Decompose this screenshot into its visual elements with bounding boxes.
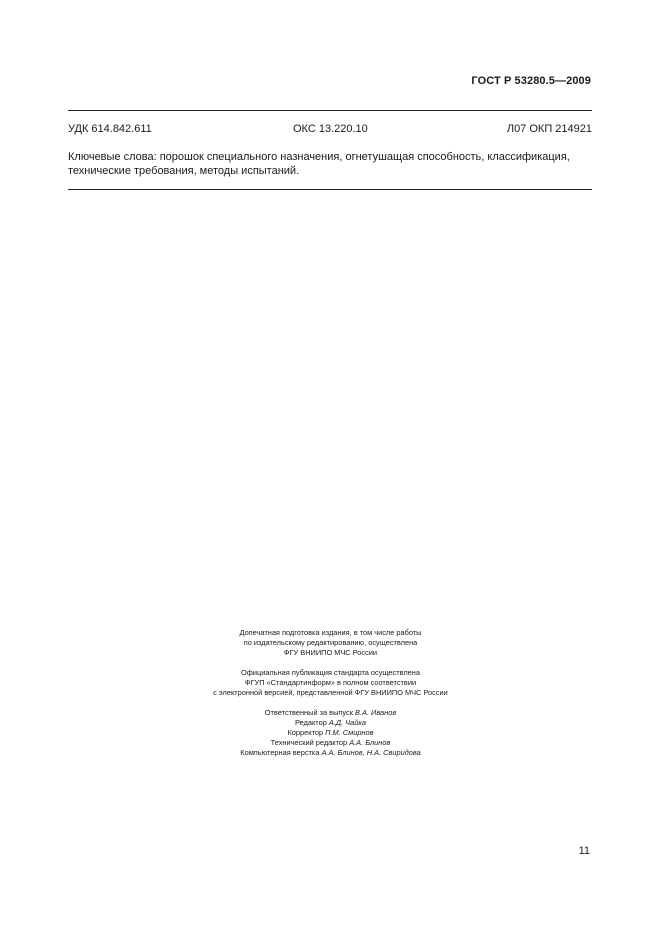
bottom-rule xyxy=(68,189,592,190)
udk-code: УДК 614.842.611 xyxy=(68,123,152,135)
credit-name: А.Д. Чайка xyxy=(328,718,366,727)
imprint-line: по издательскому редактированию, осуществлена xyxy=(243,638,418,647)
credit-role: Корректор xyxy=(287,728,326,737)
imprint-line: с электронной версией, представленной ФГУ ВНИИПО МЧС России xyxy=(213,688,448,697)
credit-name: А.А. Блинов, Н.А. Свиридова xyxy=(321,748,421,757)
keywords-block xyxy=(68,150,594,178)
imprint-publication xyxy=(0,668,661,698)
credit-role: Компьютерная верстка xyxy=(240,748,322,757)
imprint-preparation xyxy=(0,628,661,658)
top-rule xyxy=(68,110,592,111)
credit-role: Технический редактор xyxy=(270,738,350,747)
document-code: ГОСТ Р 53280.5—2009 xyxy=(471,75,591,87)
page-number: 11 xyxy=(578,845,590,857)
imprint-line: ФГУП «Стандартинформ» в полном соответствии xyxy=(244,678,417,687)
credit-line xyxy=(0,718,661,728)
credit-line xyxy=(0,748,661,758)
credit-line xyxy=(0,708,661,718)
credit-role: Редактор xyxy=(295,718,329,727)
imprint-credits xyxy=(0,708,661,758)
credit-name: П.М. Смирнов xyxy=(325,728,374,737)
imprint-line: ФГУ ВНИИПО МЧС России xyxy=(283,648,378,657)
okp-code: Л07 ОКП 214921 xyxy=(506,123,592,135)
imprint-block xyxy=(0,628,661,768)
credit-name: А.А. Блинов xyxy=(349,738,391,747)
credit-line xyxy=(0,728,661,738)
credit-role: Ответственный за выпуск xyxy=(264,708,356,717)
keywords-line: технические требования, методы испытаний. xyxy=(68,165,300,177)
credit-name: В.А. Иванов xyxy=(355,708,397,717)
oks-code: ОКС 13.220.10 xyxy=(293,123,368,135)
imprint-line: Допечатная подготовка издания, в том числе работы xyxy=(239,628,422,637)
imprint-line: Официальная публикация стандарта осуществлена xyxy=(241,668,420,677)
keywords-line: Ключевые слова: порошок специального назначения, огнетушащая способность, классификация, xyxy=(68,151,570,163)
credit-line xyxy=(0,738,661,748)
